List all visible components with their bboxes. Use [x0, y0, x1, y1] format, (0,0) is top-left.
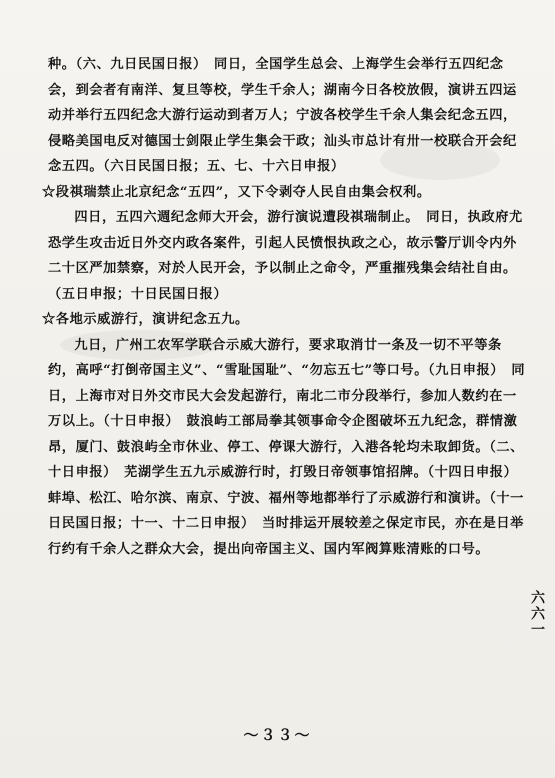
paragraph: 种。（六、九日民国日报） 同日，全国学生总会、上海学生会举行五四纪念会，到会者有南洋、复旦等校，学生千余人；湖南今日各校放假，演讲五四运动并举行五四纪念大游行运动到者万人；宁波各校学生千余人集会纪念五四，侵略美国电反对德国士剑限止学生集会干政；汕头市总计有卅一校联合开会纪念五四。（六日民国日报；五、七、十六日申报）	[48, 57, 517, 174]
paragraph: 九日，广州工农军学联合示威大游行，要求取消廿一条及一切不平等条约，高呼“打倒帝国主义”、“雪耻国耻”、“勿忘五七”等口号。（九日申报） 同日，上海市对日外交市民大会发起游行，南北二市分段举行，参加人数约在一万以上。（十日申报） 鼓浪屿工部局拳其领事命令企图破坏五九纪念，群情激昂，厦门、鼓浪屿全市休业、停工、停课大游行，入港各轮均未取卸货。（二、十日申报） 芜湖学生五九示威游行时，打毁日帝领事馆招牌。（十四日申报） 蚌埠、松江、哈尔滨、南京、宁波、福州等地都举行了示威游行和演讲。（十一日民国日报；十一、十二日申报） 当时排运开展较差之保定市民，亦在是日举行约有千余人之群众大会，提出向帝国主义、国内军阀算账清账的口号。	[48, 337, 526, 557]
paragraph: 四日，五四六週纪念师大开会，游行演说遭段祺瑞制止。 同日，执政府尤恐学生攻击近日外交内政各案件，引起人民愤恨执政之心，故示警厅训令内外二十区严加禁察，对於人民开会，予以制止之命令，严重摧残集会结社自由。（五日申报；十日民国日报）	[48, 210, 523, 302]
section-heading: ☆段祺瑞禁止北京纪念“五四”，又下令剥夺人民自由集会权利。	[42, 184, 431, 200]
section-heading: ☆各地示威游行，演讲纪念五九。	[42, 312, 249, 327]
page-number: ～３３～	[243, 726, 312, 744]
side-page-number: 六六一	[529, 590, 545, 638]
body-text	[42, 52, 528, 562]
